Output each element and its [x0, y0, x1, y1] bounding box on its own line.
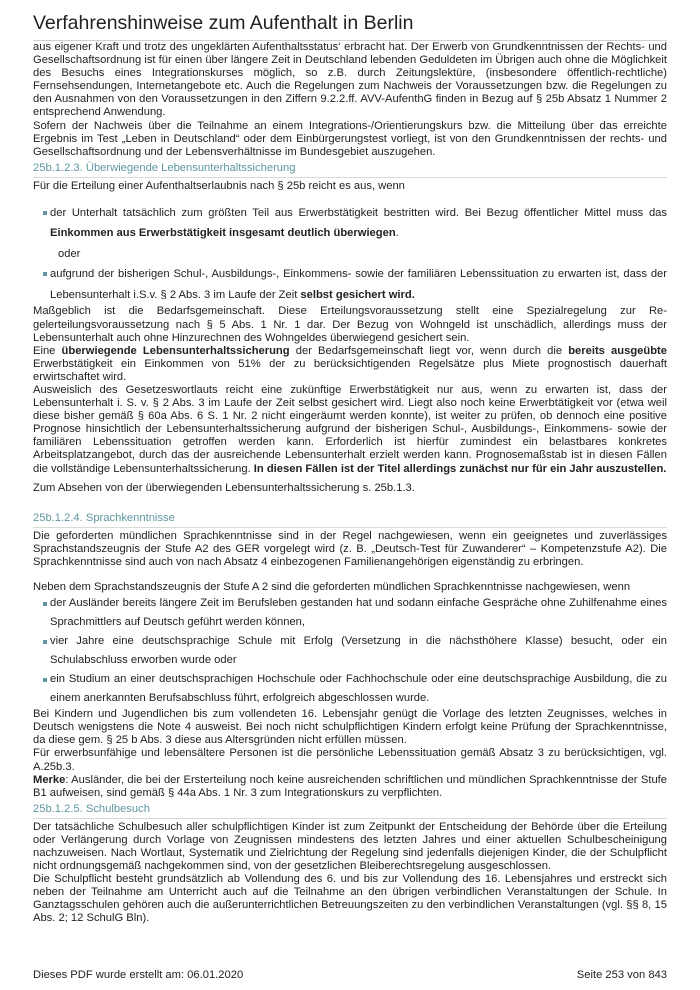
intro-paragraph-1: aus eigener Kraft und trotz des ungeklärten Aufenthaltsstatus‘ erbracht hat. Der Erwerb von Grundkenntnissen der Rechts- und Gesellschaftsordnung ist für einen über längere Zeit in Deutschland lebenden Geduldeten im Übrigen auch ohne die Möglichkeit des Besuchs eines Integrationskurses möglich, so z.B. durch Zeitungslektüre, (insbesondere öffentlich-rechtliche) Fernsehsendungen, Internetangebote etc. Auch die Regelungen zum Nachweis der Voraussetzungen bzw. die Regelungen zu den Ausnahmen von den Voraussetzungen in den Ziffern 9.2.2.ff. AVV-AufenthG finden in Bezug auf § 25b Absatz 1 Nummer 2 entsprechend Anwendung.: [33, 41, 667, 119]
bullet-square-icon: [43, 640, 47, 644]
bullet-square-icon: [43, 211, 47, 215]
paragraph-absehen: Zum Absehen von der überwiegenden Lebensunterhaltssicherung s. 25b.1.3.: [33, 481, 415, 494]
paragraph-sprachkenntnisse: Die geforderten mündlichen Sprachkenntnisse sind in der Regel nachgewiesen, wenn ein geeignetes und zuverlässiges Sprachstandszeugnis der Stufe A2 des GER vorgelegt wird (z. B. „Deutsch-Test für Zuwanderer“ – Kompetenzstufe A2). Die Sprachkenntnisse sind auch von nach Absatz 4 einbezogenen Familienangehörigen eigenständig zu erbringen.: [33, 529, 667, 568]
document-body: [33, 41, 667, 926]
list-item: der Ausländer bereits längere Zeit im Berufsleben gestanden hat und sodann einfache Gespräche ohne Zuhilfenahme eines Sprachmittlers auf Deutsch geführt werden können,: [33, 594, 667, 632]
list-item: vier Jahre eine deutschsprachige Schule mit Erfolg (Versetzung in die nächsthöhere Klasse) besucht, oder ein Schulabschluss erworben wurde oder: [33, 632, 667, 670]
paragraph-ueberwiegend: Eine überwiegende Lebensunterhaltssicherung der Bedarfsgemeinschaft liegt vor, wenn durch die bereits ausgeübte Erwerbstätigkeit ein Einkommen von 51% der zu berücksichtigenden Regelsätze plus Miete prognostisch dauerhaft erwirtschaftet wird.: [33, 344, 667, 383]
footer-created-date: Dieses PDF wurde erstellt am: 06.01.2020: [33, 969, 244, 981]
page-title: Verfahrenshinweise zum Aufenthalt in Berlin: [33, 0, 667, 41]
paragraph-bedarfsgemeinschaft: Maßgeblich ist die Bedarfsgemeinschaft. Diese Erteilungsvoraussetzung stellt eine Spezialregelung zur Re-gelerteilungsvoraussetzung nach § 5 Abs. 1 Nr. 1 dar. Der Bezug von Wohngeld ist unschädlich, allerdings muss der Lebensunterhalt auch ohne Hinzurechnen des Wohngeldes überwiegend gesichert sein.: [33, 305, 667, 344]
bullet-list-language: [33, 594, 667, 708]
paragraph-schulbesuch: Der tatsächliche Schulbesuch aller schulpflichtigen Kinder ist zum Zeitpunkt der Entscheidung der Behörde über die Erteilung oder Verlängerung durch Vorlage von Zeugnissen mindestens des letzten Jahres und einer aktuellen Schulbescheinigung nachzuweisen. Nach Wortlaut, Systematik und Zielrichtung der Regelung sind jedenfalls diejenigen Kinder, die der Schulpflicht nicht ordnungsgemäß nachgekommen sind, von der gesetzlichen Bleiberechtsregelung ausgeschlossen.: [33, 820, 667, 873]
list-item: ein Studium an einer deutschsprachigen Hochschule oder Fachhochschule oder eine deutschsprachige Ausbildung, die zu einem anerkannten Berufsabschluss führt, erfolgreich abgeschlossen wurde.: [33, 670, 667, 708]
paragraph-gesetzeswortlaut: Ausweislich des Gesetzeswortlauts reicht eine zukünftige Erwerbstätigkeit nur aus, wenn zu erwarten ist, dass der Lebensunterhalt i. S. v. § 2 Abs. 3 im Laufe der Zeit selbst gesichert wird. Liegt also noch keine Erwerbtätigkeit vor (etwa weil diese bisher gemäß § 60a Abs. 6 S. 1 Nr. 2 nicht eingeräumt werden konnte), ist weiter zu prüfen, ob dennoch eine positive Prognose hinsichtlich der Lebensunterhaltssicherung aufgrund der bisherigen Schul-, Ausbildungs-, Einkommens- sowie der familiären Lebenssituation getroffen werden kann. Erforderlich ist hierfür zumindest ein belastbares konkretes Arbeitsplatzangebot, durch das der ausreichende Lebensunterhalt erzielt werden kann. Prognosemaßstab ist in diesen Fällen die vollständige Lebensunterhaltssicherung. In diesen Fällen ist der Titel allerdings zunächst nur für ein Jahr auszustellen.: [33, 384, 667, 475]
intro-paragraph-2: Sofern der Nachweis über die Teilnahme an einem Integrations-/Orientierungskurs bzw. die Mitteilung über das erreichte Ergebnis im Test „Leben in Deutschland“ oder dem Einbürgerungstest vorliegt, ist von den Grundkenntnissen der rechts- und Gesellschaftsordnung und der Lebensverhältnisse im Bundesgebiet auszugehen.: [33, 119, 667, 158]
list-item: aufgrund der bisherigen Schul-, Ausbildungs-, Einkommens- sowie der familiären Lebenssituation zu erwarten ist, dass der Lebensunterhalt i.S.v. § 2 Abs. 3 im Laufe der Zeit selbst gesichert wird.: [33, 264, 667, 305]
paragraph-schulpflicht: Die Schulpflicht besteht grundsätzlich ab Vollendung des 6. und bis zur Vollendung des 16. Lebensjahres und erstreckt sich neben der Teilnahme am Unterricht auch auf die Teilnahme an den übrigen verbindlichen Veranstaltungen der Schule. In Ganztagsschulen gehören auch die außerunterrichtlichen Betreuungszeiten zu den verbindlichen Veranstaltungen (vgl. §§ 8, 15 Abs. 2; 12 SchulG Bln).: [33, 873, 667, 925]
list-item-oder: oder: [58, 247, 81, 260]
section-lead: Für die Erteilung einer Aufenthaltserlaubnis nach § 25b reicht es aus, wenn: [33, 179, 405, 192]
section-heading-25b-1-2-4: 25b.1.2.4. Sprachkenntnisse: [33, 512, 667, 528]
footer-page-number: Seite 253 von 843: [576, 969, 667, 981]
list-item: der Unterhalt tatsächlich zum größten Teil aus Erwerbstätigkeit bestritten wird. Bei Bezug öffentlicher Mittel muss das Einkommen aus Erwerbstätigkeit insgesamt deutlich überwiegen.: [33, 203, 667, 244]
paragraph-kinder: Bei Kindern und Jugendlichen bis zum vollendeten 16. Lebensjahr genügt die Vorlage des letzten Zeugnisses, welches in Deutsch wenigstens die Note 4 ausweist. Bei noch nicht schulpflichtigen Kindern erfolgt keine Prüfung der Sprachkenntnisse, da diese gem. § 25 b Abs. 3 diese aus Altersgründen nicht erfüllen müssen.: [33, 708, 667, 747]
section-heading-25b-1-2-5: 25b.1.2.5. Schulbesuch: [33, 803, 667, 819]
bullet-square-icon: [43, 272, 47, 276]
section-heading-25b-1-2-3: 25b.1.2.3. Überwiegende Lebensunterhaltssicherung: [33, 162, 667, 178]
bullet-list-income: [33, 203, 667, 306]
paragraph-neben: Neben dem Sprachstandszeugnis der Stufe A 2 sind die geforderten mündlichen Sprachkenntnisse nachgewiesen, wenn: [33, 581, 631, 594]
page-footer: [33, 969, 667, 981]
bullet-square-icon: [43, 602, 47, 606]
paragraph-merke: Merke: Ausländer, die bei der Ersterteilung noch keine ausreichenden schriftlichen und mündlichen Sprachkenntnisse der Stufe B1 aufweisen, sind gemäß § 44a Abs. 1 Nr. 3 zum Integrationskurs zu verpflichten.: [33, 773, 667, 799]
paragraph-erwerbsunfaehig: Für erwerbsunfähige und lebensältere Personen ist die persönliche Lebenssituation gemäß Absatz 3 zu berücksichtigen, vgl. A.25b.3.: [33, 747, 667, 773]
bullet-square-icon: [43, 678, 47, 682]
